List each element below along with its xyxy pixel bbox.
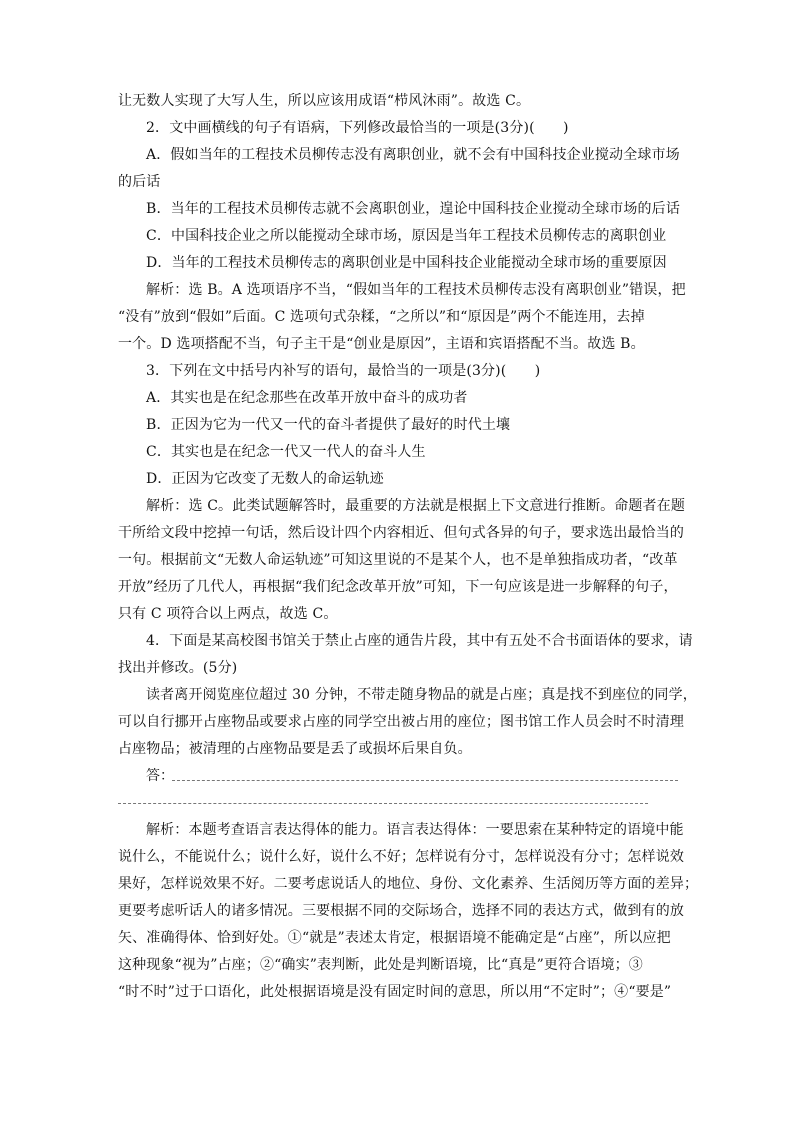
question-4-stem-line-1: 4．下面是某高校图书馆关于禁止占座的通告片段，其中有五处不合书面语体的要求，请 bbox=[146, 633, 693, 649]
question-3-stem: 3．下列在文中括号内补写的语句，最恰当的一项是(3分)( ) bbox=[146, 363, 541, 379]
document-page bbox=[118, 88, 699, 1006]
option-c: C．中国科技企业之所以能搅动全球市场，原因是当年工程技术员柳传志的离职创业 bbox=[146, 228, 667, 244]
option-d: D．当年的工程技术员柳传志的离职创业是中国科技企业能搅动全球市场的重要原因 bbox=[146, 255, 667, 271]
option-c: C．其实也是在纪念一代又一代人的奋斗人生 bbox=[146, 444, 426, 460]
option-a-line-1: A．假如当年的工程技术员柳传志没有离职创业，就不会有中国科技企业搅动全球市场 bbox=[146, 147, 680, 163]
option-d: D．正因为它改变了无数人的命运轨迹 bbox=[146, 471, 384, 487]
question-4-stem-line-2: 找出并修改。(5分) bbox=[118, 660, 238, 676]
analysis-3-line-1: 解析：选 C。此类试题解答时，最重要的方法就是根据上下文意进行推断。命题者在题 bbox=[146, 498, 686, 514]
analysis-2-line-1: 解析：选 B。A 选项语序不当，“假如当年的工程技术员柳传志没有离职创业”错误，把 bbox=[146, 282, 686, 298]
paragraph-line: 让无数人实现了大写人生，所以应该用成语“栉风沐雨”。故选 C。 bbox=[118, 93, 531, 109]
notice-line-3: 占座物品；被清理的占座物品要是丢了或损坏后果自负。 bbox=[118, 741, 472, 757]
analysis-2-line-3: 一个。D 选项搭配不当，句子主干是“创业是原因”，主语和宾语搭配不当。故选 B。 bbox=[118, 336, 645, 352]
option-b: B．当年的工程技术员柳传志就不会离职创业，遑论中国科技企业搅动全球市场的后话 bbox=[146, 201, 680, 217]
answer-blank-line-2-stroke bbox=[118, 803, 648, 804]
answer-blank-line-2 bbox=[118, 790, 678, 817]
option-a-line-2: 的后话 bbox=[118, 174, 161, 190]
analysis-3-line-2: 干所给文段中挖掉一句话，然后设计四个内容相近、但句式各异的句子，要求选出最恰当的 bbox=[118, 525, 684, 541]
option-a: A．其实也是在纪念那些在改革开放中奋斗的成功者 bbox=[146, 390, 468, 406]
analysis-4-line-1: 解析：本题考查语言表达得体的能力。语言表达得体：一要思索在某种特定的语境中能 bbox=[146, 822, 684, 838]
analysis-4-line-2: 说什么，不能说什么；说什么好，说什么不好；怎样说有分寸，怎样说没有分寸；怎样说效 bbox=[118, 849, 684, 865]
analysis-4-line-3: 果好，怎样说效果不好。二要考虑说话人的地位、身份、文化素养、生活阅历等方面的差异； bbox=[118, 876, 699, 892]
analysis-3-line-5: 只有 C 项符合以上两点，故选 C。 bbox=[118, 606, 338, 622]
option-b: B．正因为它为一代又一代的奋斗者提供了最好的时代土壤 bbox=[146, 417, 511, 433]
question-2-stem: 2．文中画横线的句子有语病，下列修改最恰当的一项是(3分)( ) bbox=[146, 120, 569, 136]
answer-label: 答： bbox=[146, 768, 174, 784]
analysis-3-line-3: 一句。根据前文“无数人命运轨迹”可知这里说的不是某个人，也不是单独指成功者，“改革 bbox=[118, 552, 678, 568]
notice-line-1: 读者离开阅览座位超过 30 分钟，不带走随身物品的就是占座；真是找不到座位的同学， bbox=[146, 687, 697, 703]
analysis-3-line-4: 开放”经历了几代人，再根据“我们纪念改革开放”可知，下一句应该是进一步解释的句子， bbox=[118, 579, 678, 595]
analysis-4-line-4: 更要考虑听话人的诸多情况。三要根据不同的交际场合，选择不同的表达方式，做到有的放 bbox=[118, 903, 684, 919]
answer-line bbox=[118, 763, 678, 790]
analysis-4-line-6: 这种现象“视为”占座；②“确实”表判断，此处是判断语境，比“真是”更符合语境；③ bbox=[118, 957, 643, 973]
analysis-2-line-2: “没有”放到“假如”后面。C 选项句式杂糅，“之所以”和“原因是”两个不能连用，去掉 bbox=[118, 309, 645, 325]
notice-line-2: 可以自行挪开占座物品或要求占座的同学空出被占用的座位；图书馆工作人员会时不时清理 bbox=[118, 714, 684, 730]
answer-blank-line bbox=[172, 780, 678, 781]
analysis-4-line-5: 矢、准确得体、恰到好处。①“就是”表述太肯定，根据语境不能确定是“占座”，所以应把 bbox=[118, 930, 671, 946]
analysis-4-line-7: “时不时”过于口语化，此处根据语境是没有固定时间的意思，所以用“不定时”；④“要是” bbox=[118, 984, 672, 1000]
